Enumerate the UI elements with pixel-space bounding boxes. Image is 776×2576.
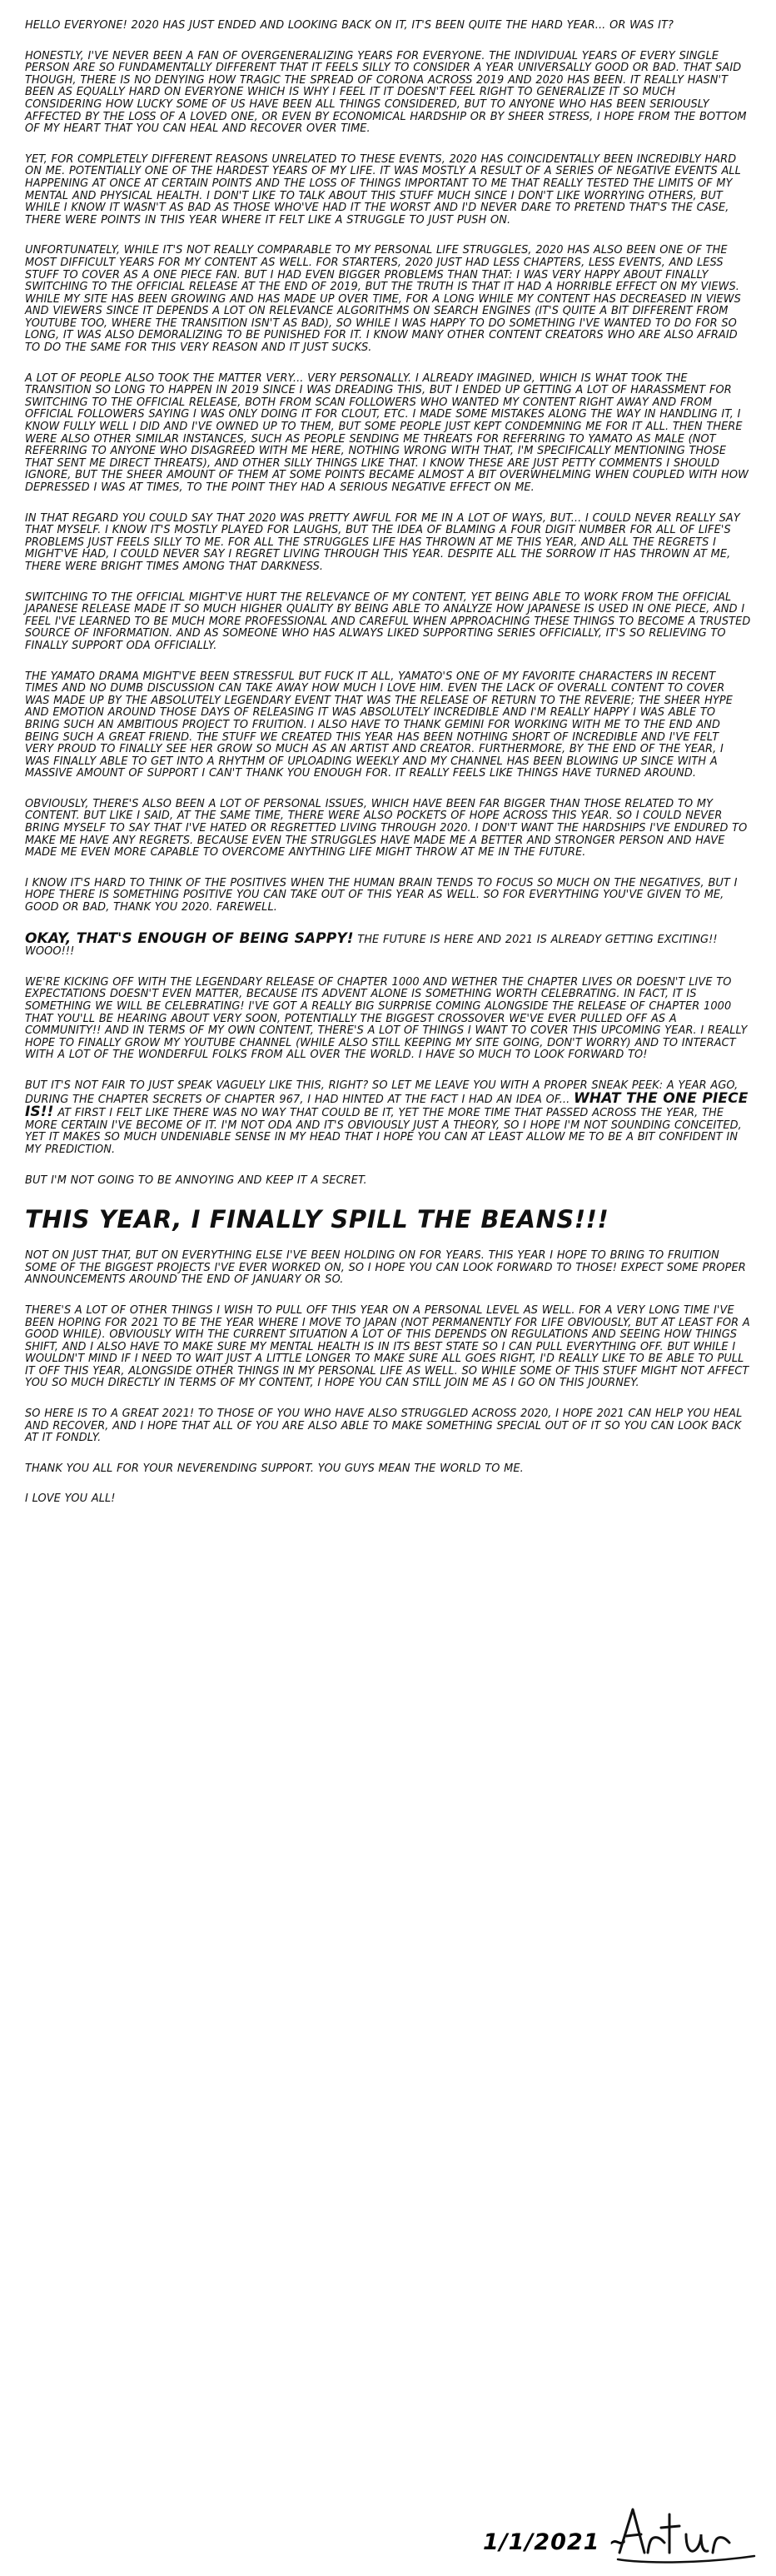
paragraph-hard-year: YET, FOR COMPLETELY DIFFERENT REASONS UNRELATED TO THESE EVENTS, 2020 HAS COINCIDENTALLY BEEN INCREDIBLY HARD ON ME. POTENTIALLY ONE OF THE HARDEST YEARS OF MY LIFE. IT WAS MOSTLY A RESULT OF A SERIES OF NEGATIVE EVENTS ALL HAPPENING AT ONCE AT CERTAIN POINTS AND THE LOSS OF THINGS IMPORTANT TO ME THAT REALLY TESTED THE LIMITS OF MY MENTAL AND PHYSICAL HEALTH. I DON'T LIKE TO TALK ABOUT THIS STUFF MUCH SINCE I DON'T LIKE WORRYING OTHERS, BUT WHILE I KNOW IT WASN'T AS BAD AS THOSE WHO'VE HAD IT THE WORST AND I'D NEVER DARE TO PRETEND THAT'S THE CASE, THERE WERE POINTS IN THIS YEAR WHERE IT FELT LIKE A STRUGGLE TO JUST PUSH ON. — [25, 152, 741, 227]
signature — [483, 2501, 758, 2568]
paragraph-projects: NOT ON JUST THAT, BUT ON EVERYTHING ELSE I'VE BEEN HOLDING ON FOR YEARS. THIS YEAR I HOPE TO BRING TO FRUITION SOME OF THE BIGGEST PROJECTS I'VE EVER WORKED ON, SO I HOPE YOU CAN LOOK FORWARD TO THOSE! EXPECT SOME PROPER ANNOUNCEMENTS AROUND THE END OF JANUARY OR SO. — [25, 1249, 746, 1287]
paragraph-tease: BUT I'M NOT GOING TO BE ANNOYING AND KEEP IT A SECRET. — [25, 1173, 367, 1187]
sappy-rest: THE FUTURE IS HERE AND 2021 IS ALREADY GETTING EXCITING!! WOOO!!! — [25, 933, 718, 959]
paragraph-thanks: THANK YOU ALL FOR YOUR NEVERENDING SUPPORT. YOU GUYS MEAN THE WORLD TO ME. — [25, 1462, 524, 1475]
paragraph-intro: HELLO EVERYONE! 2020 HAS JUST ENDED AND LOOKING BACK ON IT, IT'S BEEN QUITE THE HARD YEAR... OR WAS IT? — [25, 19, 674, 32]
paragraph-japan: THERE'S A LOT OF OTHER THINGS I WISH TO PULL OFF THIS YEAR ON A PERSONAL LEVEL AS WELL. FOR A VERY LONG TIME I'VE BEEN HOPING FOR 2021 TO BE THE YEAR WHERE I MOVE TO JAPAN (NOT PERMANENTLY FOR LIFE OBVIOUSLY, BUT AT LEAST FOR A GOOD WHILE). OBVIOUSLY WITH THE CURRENT SITUATION A LOT OF THIS DEPENDS ON REGULATIONS AND SEEING HOW THINGS SHIFT, AND I ALSO HAVE TO MAKE SURE MY MENTAL HEALTH IS IN ITS BEST STATE SO I CAN PULL EVERYTHING OFF. BUT WHILE I WOULDN'T MIND IF I NEED TO WAIT JUST A LITTLE LONGER TO MAKE SURE ALL GOES RIGHT, I'D REALLY LIKE TO BE ABLE TO PULL IT OFF THIS YEAR, ALONGSIDE OTHER THINGS IN MY PERSONAL LIFE AS WELL. SO WHILE SOME OF THIS STUFF MIGHT NOT AFFECT YOU SO MUCH DIRECTLY IN TERMS OF MY CONTENT, I HOPE YOU CAN STILL JOIN ME AS I GO ON THIS JOURNEY. — [25, 1303, 750, 1390]
paragraph-yamato-reverie: THE YAMATO DRAMA MIGHT'VE BEEN STRESSFUL BUT FUCK IT ALL, YAMATO'S ONE OF MY FAVORITE CHARACTERS IN RECENT TIMES AND NO DUMB DISCUSSION CAN TAKE AWAY HOW MUCH I LOVE HIM. EVEN THE LACK OF OVERALL CONTENT TO COVER WAS MADE UP BY THE ABSOLUTELY LEGENDARY EVENT THAT WAS THE RELEASE OF RETURN TO THE REVERIE; THE SHEER HYPE AND EMOTION AROUND THOSE DAYS OF RELEASING IT WAS ABSOLUTELY INCREDIBLE AND I'M REALLY HAPPY I WAS ABLE TO BRING SUCH AN AMBITIOUS PROJECT TO FRUITION. I ALSO HAVE TO THANK GEMINI FOR WORKING WITH ME TO THE END AND BEING SUCH A GREAT FRIEND. THE STUFF WE CREATED THIS YEAR HAS BEEN NOTHING SHORT OF INCREDIBLE AND I'VE FELT VERY PROUD TO FINALLY SEE HER GROW SO MUCH AS AN ARTIST AND CREATOR. FURTHERMORE, BY THE END OF THE YEAR, I WAS FINALLY ABLE TO GET INTO A RHYTHM OF UPLOADING WEEKLY AND MY CHANNEL HAS BEEN BLOWING UP SINCE WITH A MASSIVE AMOUNT OF SUPPORT I CAN'T THANK YOU ENOUGH FOR. IT REALLY FEELS LIKE THINGS HAVE TURNED AROUND. — [25, 670, 733, 780]
paragraph-love: I LOVE YOU ALL! — [25, 1492, 116, 1506]
paragraph-personal-issues: OBVIOUSLY, THERE'S ALSO BEEN A LOT OF PERSONAL ISSUES, WHICH HAVE BEEN FAR BIGGER THAN THOSE RELATED TO MY CONTENT. BUT LIKE I SAID, AT THE SAME TIME, THERE WERE ALSO POCKETS OF HOPE ACROSS THIS YEAR. SO I COULD NEVER BRING MYSELF TO SAY THAT I'VE HATED OR REGRETTED LIVING THROUGH 2020. I DON'T WANT THE HARDSHIPS I'VE ENDURED TO MAKE ME HAVE ANY REGRETS. BECAUSE EVEN THE STRUGGLES HAVE MADE ME A BETTER AND STRONGER PERSON AND HAVE MADE ME EVEN MORE CAPABLE TO OVERCOME ANYTHING LIFE MIGHT THROW AT ME IN THE FUTURE. — [25, 797, 748, 859]
theory-before: BUT IT'S NOT FAIR TO JUST SPEAK VAGUELY LIKE THIS, RIGHT? SO LET ME LEAVE YOU WITH A PROPER SNEAK PEEK: A YEAR AGO, DURING THE CHAPTER SECRETS OF CHAPTER 967, I HAD HINTED AT THE FACT I HAD AN IDEA OF... — [25, 1079, 739, 1106]
paragraph-overgeneralizing: HONESTLY, I'VE NEVER BEEN A FAN OF OVERGENERALIZING YEARS FOR EVERYONE. THE INDIVIDUAL YEARS OF EVERY SINGLE PERSON ARE SO FUNDAMENTALLY DIFFERENT THAT IT FEELS SILLY TO CONSIDER A YEAR UNIVERSALLY GOOD OR BAD. THAT SAID THOUGH, THERE IS NO DENYING HOW TRAGIC THE SPREAD OF CORONA ACROSS 2019 AND 2020 HAS BEEN. IT REALLY HASN'T BEEN AS EQUALLY HARD ON EVERYONE WHICH IS WHY I FEEL IT IT DOESN'T FEEL RIGHT TO GENERALIZE IT SO MUCH CONSIDERING HOW LUCKY SOME OF US HAVE BEEN ALL THINGS CONSIDERED, BUT TO ANYONE WHO HAS BEEN SERIOUSLY AFFECTED BY THE LOSS OF A LOVED ONE, OR EVEN BY ECONOMICAL HARDSHIP OR BY SHEER STRESS, I HOPE FROM THE BOTTOM OF MY HEART THAT YOU CAN HEAL AND RECOVER OVER TIME. — [25, 49, 747, 136]
paragraph-great-2021: SO HERE IS TO A GREAT 2021! TO THOSE OF YOU WHO HAVE ALSO STRUGGLED ACROSS 2020, I HOPE 2021 CAN HELP YOU HEAL AND RECOVER, AND I HOPE THAT ALL OF YOU ARE ALSO ABLE TO MAKE SOMETHING SPECIAL OUT OF IT SO YOU CAN LOOK BACK AT IT FONDLY. — [25, 1408, 743, 1445]
theory-highlight: WHAT THE ONE PIECE IS!! — [25, 1089, 749, 1121]
signature-artur-mark — [616, 2501, 758, 2568]
paragraph-harassment: A LOT OF PEOPLE ALSO TOOK THE MATTER VERY... VERY PERSONALLY. I ALREADY IMAGINED, WHICH IS WHAT TOOK THE TRANSITION SO LONG TO HAPPEN IN 2019 SINCE I WAS DREADING THIS, BUT I ENDED UP GETTING A LOT OF HARASSMENT FOR SWITCHING TO THE OFFICIAL RELEASE, BOTH FROM SCAN FOLLOWERS WHO WANTED MY CONTENT RIGHT AWAY AND FROM OFFICIAL FOLLOWERS SAYING I WAS ONLY DOING IT FOR CLOUT, ETC. I MADE SOME MISTAKES ALONG THE WAY IN HANDLING IT, I KNOW FULLY WELL I DID AND I'VE OWNED UP TO THEM, BUT SOME PEOPLE JUST KEPT CONDEMNING ME FOR IT ALL. THEN THERE WERE ALSO OTHER SIMILAR INSTANCES, SUCH AS PEOPLE SENDING ME THREATS FOR REFERRING TO YAMATO AS MALE (NOT REFERRING TO ANYONE WHO DISAGREED WITH ME HERE, NOTHING WRONG WITH THAT, I'M SPECIFICALLY MENTIONING THOSE THAT SENT ME DIRECT THREATS), AND OTHER SILLY THINGS LIKE THAT. I KNOW THESE ARE JUST PETTY COMMENTS I SHOULD IGNORE, BUT THE SHEER AMOUNT OF THEM AT SOME POINTS BECAME ALMOST A BIT OVERWHELMING WHEN COUPLED WITH HOW DEPRESSED I WAS AT TIMES, TO THE POINT THEY HAD A SERIOUS NEGATIVE EFFECT ON ME. — [25, 371, 749, 494]
paragraph-content-struggles: UNFORTUNATELY, WHILE IT'S NOT REALLY COMPARABLE TO MY PERSONAL LIFE STRUGGLES, 2020 HAS ALSO BEEN ONE OF THE MOST DIFFICULT YEARS FOR MY CONTENT AS WELL. FOR STARTERS, 2020 JUST HAD LESS CHAPTERS, LESS EVENTS, AND LESS STUFF TO COVER AS A ONE PIECE FAN. BUT I HAD EVEN BIGGER PROBLEMS THAN THAT: I WAS VERY HAPPY ABOUT FINALLY SWITCHING TO THE OFFICIAL RELEASE AT THE END OF 2019, BUT THE TRUTH IS THAT IT HAD A HORRIBLE EFFECT ON MY VIEWS. WHILE MY SITE HAS BEEN GROWING AND HAS MADE UP OVER TIME, FOR A LONG WHILE MY CONTENT HAS DECREASED IN VIEWS AND VIEWERS SINCE IT DEPENDS A LOT ON RELEVANCE ALGORITHMS ON SEARCH ENGINES (IT'S QUITE A BIT DIFFERENT FROM YOUTUBE TOO, WHERE THE TRANSITION ISN'T AS BAD), SO WHILE I WAS HAPPY TO DO SOMETHING I'VE WANTED TO DO FOR SO LONG, IT WAS ALSO DEMORALIZING TO BE PUNISHED FOR IT. I KNOW MANY OTHER CONTENT CREATORS WHO ARE ALSO AFRAID TO DO THE SAME FOR THIS VERY REASON AND IT JUST SUCKS. — [25, 244, 741, 355]
paragraph-no-regrets: IN THAT REGARD YOU COULD SAY THAT 2020 WAS PRETTY AWFUL FOR ME IN A LOT OF WAYS, BUT... I COULD NEVER REALLY SAY THAT MYSELF. I KNOW IT'S MOSTLY PLAYED FOR LAUGHS, BUT THE IDEA OF BLAMING A FOUR DIGIT NUMBER FOR ALL OF LIFE'S PROBLEMS JUST FEELS SILLY TO ME. FOR ALL THE STRUGGLES LIFE HAS THROWN AT ME THIS YEAR, AND ALL THE REGRETS I MIGHT'VE HAD, I COULD NEVER SAY I REGRET LIVING THROUGH THIS YEAR. DESPITE ALL THE SORROW IT HAS THROWN AT ME, THERE WERE BRIGHT TIMES AMONG THAT DARKNESS. — [25, 511, 740, 573]
theory-after: AT FIRST I FELT LIKE THERE WAS NO WAY THAT COULD BE IT, YET THE MORE TIME THAT PASSED ACROSS THE YEAR, THE MORE CERTAIN I'VE BECOME OF IT. I'M NOT ODA AND IT'S OBVIOUSLY JUST A THEORY, SO I HOPE I'M NOT SOUNDING CONCEITED, YET IT MAKES SO MUCH UNDENIABLE SENSE IN MY HEAD THAT I HOPE YOU CAN AT LEAST ALLOW ME TO BE A BIT CONFIDENT IN MY PREDICTION. — [25, 1107, 742, 1156]
sappy-heading: OKAY, THAT'S ENOUGH OF BEING SAPPY! — [25, 929, 354, 947]
paragraph-chapter-1000: WE'RE KICKING OFF WITH THE LEGENDARY RELEASE OF CHAPTER 1000 AND WETHER THE CHAPTER LIVES OR DOESN'T LIVE TO EXPECTATIONS DOESN'T EVEN MATTER, BECAUSE ITS ADVENT ALONE IS SOMETHING WORTH CELEBRATING. IN FACT, IT IS SOMETHING WE WILL BE CELEBRATING! I'VE GOT A REALLY BIG SURPRISE COMING ALONGSIDE THE RELEASE OF CHAPTER 1000 THAT YOU'LL BE HEARING ABOUT VERY SOON, POTENTIALLY THE BIGGEST CROSSOVER WE'VE EVER PULLED OFF AS A COMMUNITY!! AND IN TERMS OF MY OWN CONTENT, THERE'S A LOT OF THINGS I WANT TO COVER THIS UPCOMING YEAR. I REALLY HOPE TO FINALLY GROW MY YOUTUBE CHANNEL (WHILE ALSO STILL KEEPING MY SITE GOING, DON'T WORRY) AND TO INTERACT WITH A LOT OF THE WONDERFUL FOLKS FROM ALL OVER THE WORLD. I HAVE SO MUCH TO LOOK FORWARD TO! — [25, 975, 748, 1062]
paragraph-official-release: SWITCHING TO THE OFFICIAL MIGHT'VE HURT THE RELEVANCE OF MY CONTENT, YET BEING ABLE TO WORK FROM THE OFFICIAL JAPANESE RELEASE MADE IT SO MUCH HIGHER QUALITY BY BEING ABLE TO ANALYZE HOW JAPANESE IS USED IN ONE PIECE, AND I FEEL I'VE LEARNED TO BE MUCH MORE PROFESSIONAL AND CAREFUL WHEN APPROACHING THESE THINGS TO BECOME A TRUSTED SOURCE OF INFORMATION. AND AS SOMEONE WHO HAS ALWAYS LIKED SUPPORTING SERIES OFFICIALLY, IT'S SO RELIEVING TO FINALLY SUPPORT ODA OFFICIALLY. — [25, 590, 751, 652]
headline-spill-beans: THIS YEAR, I FINALLY SPILL THE BEANS!!! — [25, 1205, 609, 1234]
paragraph-theory — [25, 1080, 751, 1157]
signature-date: 1/1/2021 ~ — [483, 2529, 629, 2555]
paragraph-farewell: I KNOW IT'S HARD TO THINK OF THE POSITIVES WHEN THE HUMAN BRAIN TENDS TO FOCUS SO MUCH ON THE NEGATIVES, BUT I HOPE THERE IS SOMETHING POSITIVE YOU CAN TAKE OUT OF THIS YEAR AS WELL. SO FOR EVERYTHING YOU'VE GIVEN TO ME, GOOD OR BAD, THANK YOU 2020. FAREWELL. — [25, 876, 738, 914]
paragraph-sappy — [25, 929, 751, 959]
